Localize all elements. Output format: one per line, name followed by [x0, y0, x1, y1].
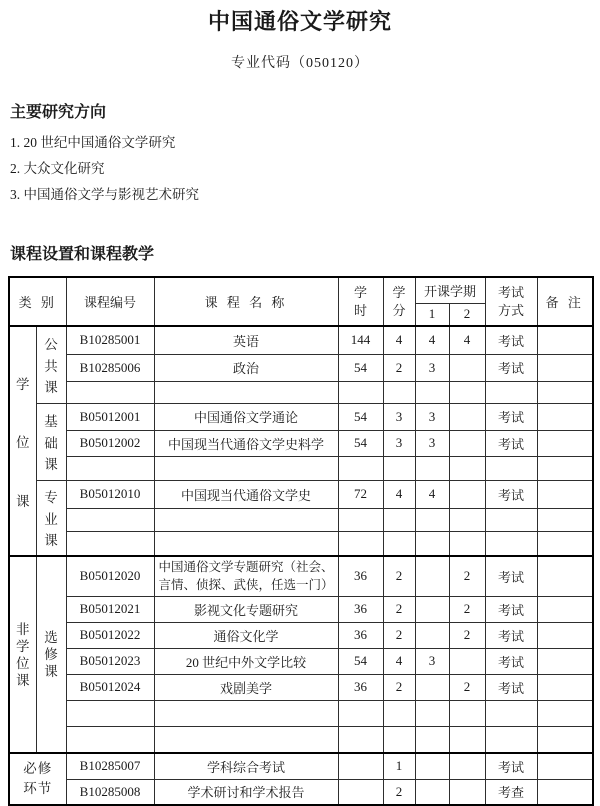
cell-remark — [537, 326, 593, 354]
cell-sem2 — [449, 508, 485, 531]
cell-remark — [537, 674, 593, 700]
table-row — [9, 456, 593, 480]
cell-sem2 — [449, 753, 485, 779]
table-row — [9, 354, 593, 381]
research-directions-list — [10, 131, 600, 200]
cell-course-name — [154, 508, 338, 531]
cell-course-code: B05012001 — [66, 403, 154, 430]
cell-hours — [338, 726, 383, 753]
cell-course-code — [66, 726, 154, 753]
cell-course-name: 戏剧美学 — [154, 674, 338, 700]
cell-course-code: B10285001 — [66, 326, 154, 354]
cell-exam: 考试 — [485, 596, 537, 622]
cell-remark — [537, 622, 593, 648]
cell-credits: 2 — [383, 354, 415, 381]
cell-sem1: 3 — [415, 430, 449, 456]
cell-course-code — [66, 456, 154, 480]
cell-course-name: 英语 — [154, 326, 338, 354]
cell-hours: 36 — [338, 674, 383, 700]
cell-course-name: 学科综合考试 — [154, 753, 338, 779]
cell-exam: 考试 — [485, 622, 537, 648]
table-row — [9, 480, 593, 508]
cell-credits: 2 — [383, 779, 415, 805]
col-header-semester-2: 2 — [449, 303, 485, 326]
col-header-course-code: 课程编号 — [66, 277, 154, 326]
cell-sem1 — [415, 456, 449, 480]
cell-remark — [537, 779, 593, 805]
table-row — [9, 779, 593, 805]
cell-credits: 2 — [383, 622, 415, 648]
cell-sem2: 2 — [449, 596, 485, 622]
cell-course-name — [154, 531, 338, 556]
cell-credits: 2 — [383, 556, 415, 596]
cell-credits: 4 — [383, 648, 415, 674]
cell-sem1 — [415, 753, 449, 779]
cell-hours — [338, 508, 383, 531]
cell-sem1 — [415, 726, 449, 753]
cell-exam: 考试 — [485, 354, 537, 381]
cell-course-code: B05012021 — [66, 596, 154, 622]
cell-hours: 54 — [338, 430, 383, 456]
cell-remark — [537, 531, 593, 556]
cell-sem2: 2 — [449, 622, 485, 648]
cell-hours — [338, 700, 383, 726]
cell-course-name: 学术研讨和学术报告 — [154, 779, 338, 805]
cell-sem1 — [415, 596, 449, 622]
cell-credits: 2 — [383, 674, 415, 700]
cell-remark — [537, 480, 593, 508]
cell-exam: 考试 — [485, 674, 537, 700]
header-row-1 — [9, 277, 593, 303]
research-direction-item: 3. 中国通俗文学与影视艺术研究 — [10, 187, 199, 202]
cell-course-name: 中国现当代通俗文学史 — [154, 480, 338, 508]
cell-credits: 4 — [383, 326, 415, 354]
table-row — [9, 700, 593, 726]
research-direction-item: 2. 大众文化研究 — [10, 161, 105, 176]
cell-remark — [537, 456, 593, 480]
cell-credits — [383, 531, 415, 556]
course-setup-heading: 课程设置和课程教学 — [10, 246, 155, 263]
cell-hours: 36 — [338, 596, 383, 622]
cell-hours: 54 — [338, 354, 383, 381]
table-row — [9, 753, 593, 779]
cell-remark — [537, 354, 593, 381]
cell-sem1 — [415, 381, 449, 403]
cell-sem1 — [415, 508, 449, 531]
table-row — [9, 622, 593, 648]
cell-sem2 — [449, 648, 485, 674]
cell-exam: 考试 — [485, 753, 537, 779]
cell-course-name — [154, 726, 338, 753]
cell-exam — [485, 531, 537, 556]
cell-sem2 — [449, 403, 485, 430]
cell-hours: 36 — [338, 556, 383, 596]
table-row — [9, 596, 593, 622]
research-directions-heading: 主要研究方向 — [10, 104, 107, 121]
cell-remark — [537, 508, 593, 531]
research-direction-item: 1. 20 世纪中国通俗文学研究 — [10, 135, 176, 150]
cell-course-code — [66, 508, 154, 531]
cell-course-code: B05012022 — [66, 622, 154, 648]
col-header-semester-1: 1 — [415, 303, 449, 326]
cell-sem2 — [449, 480, 485, 508]
cell-sem2: 2 — [449, 556, 485, 596]
table-row — [9, 403, 593, 430]
course-table — [8, 276, 594, 806]
header-line: 分 — [392, 302, 406, 318]
cell-course-code — [66, 381, 154, 403]
header-line: 方式 — [498, 302, 525, 318]
cell-credits: 1 — [383, 753, 415, 779]
col-header-remarks: 备 注 — [537, 277, 593, 326]
cell-hours — [338, 456, 383, 480]
cell-exam: 考试 — [485, 648, 537, 674]
cell-sem1: 4 — [415, 326, 449, 354]
cell-sem2 — [449, 430, 485, 456]
cell-sem1 — [415, 779, 449, 805]
cell-credits — [383, 381, 415, 403]
cell-credits — [383, 456, 415, 480]
cell-course-name: 中国通俗文学通论 — [154, 403, 338, 430]
cell-exam: 考试 — [485, 430, 537, 456]
cell-sem2 — [449, 354, 485, 381]
cell-exam: 考试 — [485, 403, 537, 430]
cell-hours — [338, 779, 383, 805]
cell-credits: 4 — [383, 480, 415, 508]
cell-credits: 2 — [383, 596, 415, 622]
table-row — [9, 508, 593, 531]
cell-course-name: 政治 — [154, 354, 338, 381]
cell-exam — [485, 726, 537, 753]
cell-course-code: B05012020 — [66, 556, 154, 596]
cell-sem1: 3 — [415, 648, 449, 674]
header-line: 学 — [392, 284, 406, 300]
cell-hours: 54 — [338, 403, 383, 430]
cell-sem2 — [449, 700, 485, 726]
col-header-course-name: 课 程 名 称 — [154, 277, 338, 326]
cell-sem2 — [449, 726, 485, 753]
table-row — [9, 381, 593, 403]
cell-course-code: B10285006 — [66, 354, 154, 381]
group-public-courses: 公 共 课 — [36, 326, 66, 403]
major-code: 专业代码（050120） — [231, 56, 369, 71]
cell-sem2 — [449, 456, 485, 480]
cell-remark — [537, 403, 593, 430]
cell-course-code: B10285007 — [66, 753, 154, 779]
cell-exam — [485, 508, 537, 531]
col-header-exam-method — [485, 277, 537, 326]
group-required-steps: 必修 环节 — [9, 753, 66, 805]
cell-exam: 考试 — [485, 556, 537, 596]
cell-hours — [338, 381, 383, 403]
cell-exam: 考试 — [485, 480, 537, 508]
cell-course-code — [66, 700, 154, 726]
cell-course-name — [154, 456, 338, 480]
cell-remark — [537, 700, 593, 726]
cell-hours: 144 — [338, 326, 383, 354]
header-line: 时 — [354, 302, 368, 318]
table-row — [9, 726, 593, 753]
cell-hours — [338, 531, 383, 556]
cell-credits — [383, 508, 415, 531]
cell-course-code: B10285008 — [66, 779, 154, 805]
col-header-credits — [383, 277, 415, 326]
cell-hours — [338, 753, 383, 779]
page-title: 中国通俗文学研究 — [207, 9, 392, 34]
cell-sem1 — [415, 700, 449, 726]
cell-sem2: 2 — [449, 674, 485, 700]
cell-course-code: B05012002 — [66, 430, 154, 456]
table-row — [9, 430, 593, 456]
cell-sem1 — [415, 531, 449, 556]
col-header-category: 类 别 — [9, 277, 66, 326]
cell-course-code — [66, 531, 154, 556]
group-non-degree-courses: 非 学 位 课 — [9, 556, 36, 753]
cell-course-code: B05012023 — [66, 648, 154, 674]
cell-remark — [537, 753, 593, 779]
group-degree-courses: 学 位 课 — [9, 326, 36, 556]
table-row — [9, 674, 593, 700]
table-row — [9, 326, 593, 354]
cell-exam — [485, 381, 537, 403]
cell-credits — [383, 700, 415, 726]
cell-sem2 — [449, 381, 485, 403]
group-major-courses: 专 业 课 — [36, 480, 66, 556]
cell-hours: 72 — [338, 480, 383, 508]
cell-sem2 — [449, 531, 485, 556]
cell-sem1 — [415, 622, 449, 648]
cell-sem2: 4 — [449, 326, 485, 354]
table-row — [9, 531, 593, 556]
group-basic-courses: 基 础 课 — [36, 403, 66, 480]
col-header-semesters: 开课学期 — [415, 277, 485, 303]
cell-sem1: 4 — [415, 480, 449, 508]
cell-remark — [537, 381, 593, 403]
cell-credits: 3 — [383, 430, 415, 456]
header-line: 考试 — [498, 284, 525, 300]
cell-course-name: 20 世纪中外文学比较 — [154, 648, 338, 674]
cell-remark — [537, 648, 593, 674]
table-row — [9, 556, 593, 596]
group-elective-courses: 选 修 课 — [36, 556, 66, 753]
cell-remark — [537, 596, 593, 622]
cell-hours: 36 — [338, 622, 383, 648]
cell-sem2 — [449, 779, 485, 805]
cell-sem1: 3 — [415, 403, 449, 430]
cell-course-code: B05012024 — [66, 674, 154, 700]
cell-hours: 54 — [338, 648, 383, 674]
cell-exam: 考试 — [485, 326, 537, 354]
cell-exam — [485, 700, 537, 726]
cell-course-name: 中国通俗文学专题研究（社会、言情、侦探、武侠，任选一门） — [154, 556, 338, 596]
cell-credits — [383, 726, 415, 753]
cell-course-name: 通俗文化学 — [154, 622, 338, 648]
cell-course-name — [154, 381, 338, 403]
cell-remark — [537, 556, 593, 596]
header-line: 学 — [354, 284, 368, 300]
cell-course-name — [154, 700, 338, 726]
cell-exam — [485, 456, 537, 480]
cell-course-name: 中国现当代通俗文学史料学 — [154, 430, 338, 456]
cell-sem1 — [415, 556, 449, 596]
cell-remark — [537, 726, 593, 753]
table-row — [9, 648, 593, 674]
col-header-hours — [338, 277, 383, 326]
cell-course-code: B05012010 — [66, 480, 154, 508]
cell-sem1: 3 — [415, 354, 449, 381]
cell-course-name: 影视文化专题研究 — [154, 596, 338, 622]
cell-remark — [537, 430, 593, 456]
cell-sem1 — [415, 674, 449, 700]
cell-credits: 3 — [383, 403, 415, 430]
cell-exam: 考查 — [485, 779, 537, 805]
